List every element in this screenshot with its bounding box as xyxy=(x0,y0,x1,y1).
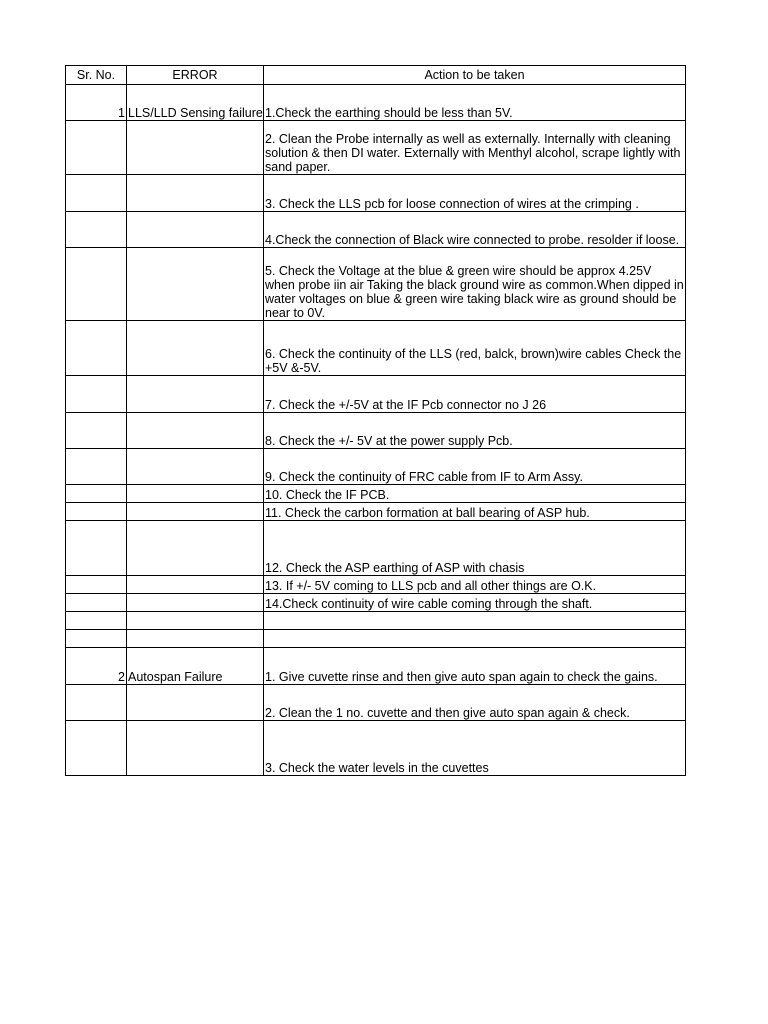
error-cell xyxy=(127,413,264,449)
action-cell: 10. Check the IF PCB. xyxy=(264,485,686,503)
table-row xyxy=(66,85,686,121)
table-row xyxy=(66,485,686,503)
sr-no-cell xyxy=(66,630,127,648)
error-cell xyxy=(127,612,264,630)
action-cell: 2. Clean the 1 no. cuvette and then give auto span again & check. xyxy=(264,685,686,721)
sr-no-cell xyxy=(66,175,127,212)
error-cell xyxy=(127,685,264,721)
table-row xyxy=(66,175,686,212)
error-cell xyxy=(127,212,264,248)
sr-no-cell xyxy=(66,685,127,721)
action-cell: 8. Check the +/- 5V at the power supply Pcb. xyxy=(264,413,686,449)
sr-no-cell: 2 xyxy=(66,648,127,685)
sr-no-cell xyxy=(66,413,127,449)
table-row xyxy=(66,248,686,321)
table-row xyxy=(66,321,686,376)
error-cell xyxy=(127,321,264,376)
error-cell xyxy=(127,503,264,521)
action-cell xyxy=(264,612,686,630)
error-cell xyxy=(127,630,264,648)
error-cell xyxy=(127,485,264,503)
header-error: ERROR xyxy=(127,66,264,85)
sr-no-cell xyxy=(66,521,127,576)
error-cell xyxy=(127,521,264,576)
table-row xyxy=(66,685,686,721)
sr-no-cell xyxy=(66,376,127,413)
action-cell: 3. Check the water levels in the cuvettes xyxy=(264,721,686,776)
error-cell xyxy=(127,175,264,212)
action-cell: 11. Check the carbon formation at ball bearing of ASP hub. xyxy=(264,503,686,521)
table-row xyxy=(66,521,686,576)
table-row xyxy=(66,612,686,630)
header-action: Action to be taken xyxy=(264,66,686,85)
table-row xyxy=(66,648,686,685)
error-cell xyxy=(127,721,264,776)
error-cell xyxy=(127,248,264,321)
action-cell: 7. Check the +/-5V at the IF Pcb connector no J 26 xyxy=(264,376,686,413)
action-cell: 1.Check the earthing should be less than 5V. xyxy=(264,85,686,121)
action-cell: 3. Check the LLS pcb for loose connection of wires at the crimping . xyxy=(264,175,686,212)
header-sr-no: Sr. No. xyxy=(66,66,127,85)
error-cell xyxy=(127,121,264,175)
sr-no-cell: 1 xyxy=(66,85,127,121)
error-cell xyxy=(127,594,264,612)
error-cell: LLS/LLD Sensing failure xyxy=(127,85,264,121)
table-row xyxy=(66,576,686,594)
sr-no-cell xyxy=(66,248,127,321)
table-row xyxy=(66,376,686,413)
action-cell: 2. Clean the Probe internally as well as externally. Internally with cleaning solution & then DI water. Externally with Menthyl alcohol, scrape lightly with sand paper. xyxy=(264,121,686,175)
sr-no-cell xyxy=(66,576,127,594)
action-cell: 6. Check the continuity of the LLS (red, balck, brown)wire cables Check the +5V &-5V. xyxy=(264,321,686,376)
sr-no-cell xyxy=(66,121,127,175)
sr-no-cell xyxy=(66,321,127,376)
action-cell: 9. Check the continuity of FRC cable from IF to Arm Assy. xyxy=(264,449,686,485)
table-row xyxy=(66,449,686,485)
sr-no-cell xyxy=(66,721,127,776)
error-cell xyxy=(127,376,264,413)
action-cell: 12. Check the ASP earthing of ASP with chasis xyxy=(264,521,686,576)
table-row xyxy=(66,503,686,521)
action-cell xyxy=(264,630,686,648)
table-row xyxy=(66,212,686,248)
table-row xyxy=(66,721,686,776)
sr-no-cell xyxy=(66,449,127,485)
sr-no-cell xyxy=(66,485,127,503)
error-cell xyxy=(127,449,264,485)
table-row xyxy=(66,121,686,175)
table-row xyxy=(66,594,686,612)
action-cell: 5. Check the Voltage at the blue & green wire should be approx 4.25V when probe iin air Taking the black ground wire as common.When dipped in water voltages on blue & green wire taking black wire as ground should be near to 0V. xyxy=(264,248,686,321)
action-cell: 14.Check continuity of wire cable coming through the shaft. xyxy=(264,594,686,612)
action-cell: 13. If +/- 5V coming to LLS pcb and all other things are O.K. xyxy=(264,576,686,594)
sr-no-cell xyxy=(66,612,127,630)
action-cell: 4.Check the connection of Black wire connected to probe. resolder if loose. xyxy=(264,212,686,248)
sr-no-cell xyxy=(66,212,127,248)
troubleshooting-table xyxy=(65,65,686,776)
action-cell: 1. Give cuvette rinse and then give auto span again to check the gains. xyxy=(264,648,686,685)
table-row xyxy=(66,413,686,449)
error-cell xyxy=(127,576,264,594)
error-cell: Autospan Failure xyxy=(127,648,264,685)
sr-no-cell xyxy=(66,594,127,612)
table-row xyxy=(66,630,686,648)
sr-no-cell xyxy=(66,503,127,521)
header-row xyxy=(66,66,686,85)
